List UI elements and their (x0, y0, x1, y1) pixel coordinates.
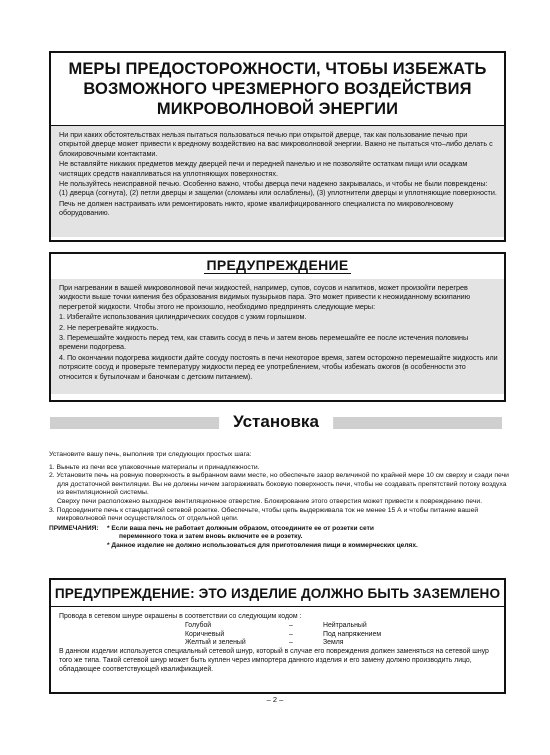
wire-color: Коричневый (185, 630, 225, 638)
precautions-title-line: МИКРОВОЛНОВОЙ ЭНЕРГИИ (156, 100, 399, 118)
page-number: – 2 – (266, 695, 284, 704)
wire-row (185, 622, 498, 631)
warning-title (51, 254, 504, 275)
installation-banner (50, 406, 502, 440)
precautions-box (49, 51, 506, 242)
precautions-paragraph: Печь не должен настраивать или ремонтировать никто, кроме квалифицированного специалиста по микроволновому оборудованию. (59, 198, 454, 218)
precautions-title-line: МЕРЫ ПРЕДОСТОРОЖНОСТИ, ЧТОБЫ ИЗБЕЖАТЬ (68, 60, 487, 78)
warning-title-text: ПРЕДУПРЕЖДЕНИЕ (206, 257, 349, 273)
wire-dash: – (289, 639, 293, 647)
warning-list-item: 3. Перемешайте жидкость перед тем, как ставить сосуд в печь и затем вновь перемешайте ее после истечения половины времени подогрева. (59, 333, 469, 352)
warning-text (51, 279, 504, 394)
wire-meaning: Нейтральный (323, 621, 367, 629)
warning-list-item: 1. Избегайте использования цилиндрических сосудов с узким горлышком. (59, 312, 307, 322)
wire-meaning: Земля (323, 639, 344, 647)
installation-step: 2. Установите печь на ровную поверхность в выбранном вами месте, но обеспечьте зазор величиной по крайней мере 10 см сверху и сзади печи для достаточной вентиляции. Вы не должны ничем загораживать боковую поверхность печи, чтобы не создавать препятствий потоку воздуха из вентиляционной системы. (49, 472, 509, 497)
precautions-text (51, 126, 504, 237)
wire-row (185, 639, 498, 648)
grounding-intro: Провода в сетевом шнуре окрашены в соответствии со следующим кодом : (59, 613, 302, 620)
grounding-box (49, 578, 506, 694)
installation-step: 3. Подсоедините печь к стандартной сетевой розетке. Обеспечьте, чтобы цепь выдерживала ток не менее 15 А и чтобы питание вашей микроволновой печи осуществлялось от отдельной цепи. (49, 506, 479, 523)
installation-title: Установка (219, 408, 333, 436)
note-text: переменного тока и затем вновь включите ее в розетку. (119, 533, 303, 541)
wire-color: Желтый и зеленый (185, 639, 246, 647)
precautions-title-line: ВОЗМОЖНОГО ЧРЕЗМЕРНОГО ВОЗДЕЙСТВИЯ (83, 80, 472, 98)
wire-meaning: Под напряжением (323, 630, 382, 638)
wire-color: Голубой (185, 621, 212, 629)
precautions-title (51, 53, 504, 126)
wire-dash: – (289, 621, 293, 629)
grounding-text (51, 607, 504, 675)
note-text: * Если ваша печь не работает должным образом, отсоедините ее от розетки сети (107, 524, 374, 532)
installation-step-note: Сверху печи расположено выходное вентиляционное отверстие. Блокирование этого отверстия может привести к повреждению печи. (57, 497, 483, 505)
grounding-title: ПРЕДУПРЕЖДЕНИЕ: ЭТО ИЗДЕЛИЕ ДОЛЖНО БЫТЬ ЗАЗЕМЛЕНО (51, 580, 504, 607)
installation-step: 1. Выньте из печи все упаковочные материалы и принадлежности. (49, 463, 260, 471)
notes-spacer (49, 542, 107, 550)
wire-dash: – (289, 630, 293, 638)
grounding-note: В данном изделии используется специальный сетевой шнур, который в случае его повреждения должен заменяться на сетевой шнур того же типа. Такой сетевой шнур может быть куплен через импортера данного изделия и его замену должно производить лицо, обладающее соответствующей квалификацией. (59, 648, 489, 673)
wire-color-table (185, 622, 498, 648)
warning-box (49, 252, 506, 402)
warning-list-item: 2. Не перегревайте жидкость. (59, 322, 159, 332)
note-text: * Данное изделие не должно использоваться для приготовления пищи в коммерческих целях. (107, 541, 418, 549)
notes-label: ПРИМЕЧАНИЯ: (49, 524, 99, 532)
installation-lead: Установите вашу печь, выполнив три следующих простых шага: (49, 451, 252, 458)
installation-notes (49, 525, 509, 550)
precautions-paragraph: Ни при каких обстоятельствах нельзя пытаться пользоваться печью при открытой дверце, так как пользование печью при открытой дверце может привести к вредному воздействию на вас микроволновой энергии. Важно не пытаться что–либо делать с блокировочными контактами. (59, 130, 493, 158)
warning-paragraph: При нагревании в вашей микроволновой печи жидкостей, например, супов, соусов и напитков, может произойти перегрев жидкости выше точки кипения без образования видимых пузырьков пара. Это может привести к неожиданному вскипанию перегретой жидкости. Чтобы этого не произошло, необходимо предпринять следующие меры: (59, 283, 471, 311)
precautions-paragraph: Не вставляйте никаких предметов между дверцей печи и передней панелью и не позволяйте остаткам пищи или осадкам чистящих средств накапливаться на уплотняющих поверхностях. (59, 159, 468, 178)
installation-text (49, 451, 509, 550)
warning-list-item: 4. По окончании подогрева жидкости дайте сосуду постоять в печи некоторое время, затем осторожно перемешайте жидкость или потрясите сосуд и проверьте температуру жидкости перед ее употреблением, чтобы избежать ожогов (в особенности это относится к бутылочкам и баночкам с детским питанием). (59, 352, 498, 381)
precautions-paragraph: Не пользуйтесь неисправной печью. Особенно важно, чтобы дверца печи надежно закрывалась, и чтобы не были повреждены: (1) дверца (согнута), (2) петли дверцы и защелки (сломаны или ослаблены), (3) уплотнители дверцы и уплотняющие поверхности. (59, 179, 497, 198)
